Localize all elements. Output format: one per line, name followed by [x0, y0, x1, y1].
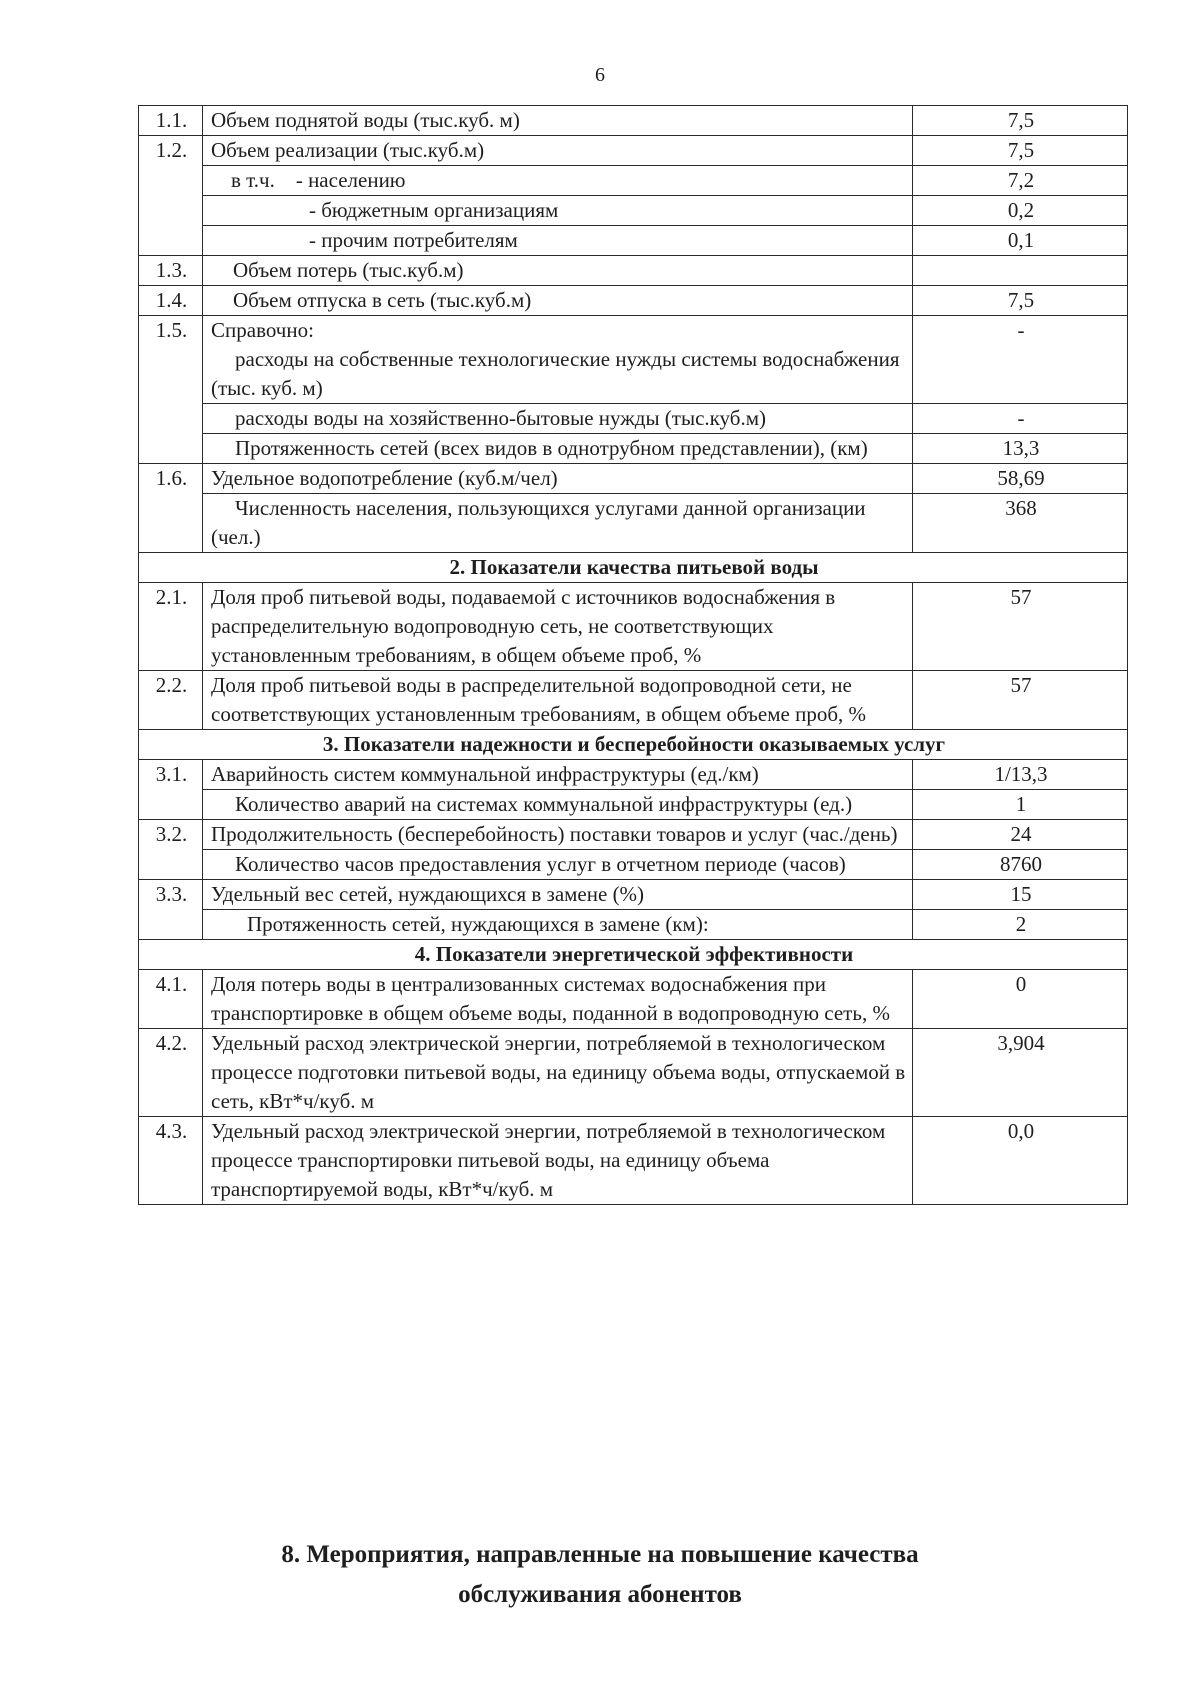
row-number: 4.2. [139, 1029, 203, 1117]
row-value: - [913, 404, 1128, 434]
row-number: 1.4. [139, 286, 203, 316]
table-row [139, 286, 1128, 316]
section-row [139, 940, 1128, 970]
section-title: 4. Показатели энергетической эффективности [139, 940, 1128, 970]
row-number: 3.2. [139, 820, 203, 880]
row-value: 0,0 [913, 1117, 1128, 1205]
row-label [203, 790, 913, 820]
row-value: 1/13,3 [913, 760, 1128, 790]
row-label-text: Количество аварий на системах коммунальной инфраструктуры (ед.) [235, 792, 853, 816]
row-value: 24 [913, 820, 1128, 850]
row-number: 2.2. [139, 671, 203, 730]
table-row [139, 850, 1128, 880]
row-value: 7,2 [913, 166, 1128, 196]
row-label [203, 494, 913, 553]
section-row [139, 730, 1128, 760]
row-number: 1.6. [139, 464, 203, 553]
table-row [139, 790, 1128, 820]
table-row [139, 494, 1128, 553]
page-number: 6 [595, 64, 605, 86]
table-row [139, 434, 1128, 464]
row-label: Удельное водопотребление (куб.м/чел) [203, 464, 913, 494]
row-label: Протяженность сетей, нуждающихся в замене (км): [203, 910, 913, 940]
section-title: 2. Показатели качества питьевой воды [139, 553, 1128, 583]
row-number: 1.3. [139, 256, 203, 286]
row-label: Удельный расход электрической энергии, потребляемой в технологическом процессе транспортировки питьевой воды, на единицу объема транспортируемой воды, кВт*ч/куб. м [203, 1117, 913, 1205]
table-row [139, 671, 1128, 730]
row-label: в т.ч. - населению [203, 166, 913, 196]
table-row [139, 256, 1128, 286]
row-label: Удельный вес сетей, нуждающихся в замене (%) [203, 880, 913, 910]
row-label-text: Количество часов предоставления услуг в отчетном периоде (часов) [235, 852, 846, 876]
row-value: 13,3 [913, 434, 1128, 464]
row-label-text: Численность населения, пользующихся услугами данной организации (чел.) [211, 496, 866, 549]
row-label: Доля проб питьевой воды, подаваемой с источников водоснабжения в распределительную водопроводную сеть, не соответствующих установленным требованиям, в общем объеме проб, % [203, 583, 913, 671]
indicators-table [138, 105, 1128, 1205]
row-value: - [913, 316, 1128, 404]
table-row [139, 106, 1128, 136]
table-row [139, 226, 1128, 256]
table-row [139, 970, 1128, 1029]
row-label [203, 404, 913, 434]
row-value: 57 [913, 671, 1128, 730]
row-value: 2 [913, 910, 1128, 940]
table-row [139, 196, 1128, 226]
table-row [139, 820, 1128, 850]
row-label: - прочим потребителям [203, 226, 913, 256]
table-row [139, 316, 1128, 404]
row-label [203, 850, 913, 880]
row-value: 7,5 [913, 286, 1128, 316]
row-label [203, 434, 913, 464]
row-value [913, 256, 1128, 286]
row-label: Удельный расход электрической энергии, потребляемой в технологическом процессе подготовки питьевой воды, на единицу объема воды, отпускаемой в сеть, кВт*ч/куб. м [203, 1029, 913, 1117]
row-value: 0 [913, 970, 1128, 1029]
section-heading [0, 1535, 1200, 1615]
row-label: Продолжительность (бесперебойность) поставки товаров и услуг (час./день) [203, 820, 913, 850]
row-number: 3.3. [139, 880, 203, 940]
table-row [139, 166, 1128, 196]
row-number: 3.1. [139, 760, 203, 820]
table-row [139, 880, 1128, 910]
table-row [139, 910, 1128, 940]
row-value: 8760 [913, 850, 1128, 880]
row-number: 4.1. [139, 970, 203, 1029]
table-row [139, 404, 1128, 434]
row-number: 2.1. [139, 583, 203, 671]
row-label: Объем потерь (тыс.куб.м) [203, 256, 913, 286]
table-row [139, 1029, 1128, 1117]
section-heading-line2: обслуживания абонентов [458, 1581, 742, 1608]
row-number: 1.5. [139, 316, 203, 464]
row-label: Доля потерь воды в централизованных системах водоснабжения при транспортировке в общем объеме воды, поданной в водопроводную сеть, % [203, 970, 913, 1029]
row-value: 7,5 [913, 106, 1128, 136]
row-label-detail: расходы на собственные технологические нужды системы водоснабжения (тыс. куб. м) [211, 347, 900, 400]
row-label: Доля проб питьевой воды в распределительной водопроводной сети, не соответствующих установленным требованиям, в общем объеме проб, % [203, 671, 913, 730]
row-label-text: расходы воды на хозяйственно-бытовые нужды (тыс.куб.м) [235, 406, 766, 430]
row-value: 15 [913, 880, 1128, 910]
row-number: 1.2. [139, 136, 203, 256]
row-value: 7,5 [913, 136, 1128, 166]
table-row [139, 136, 1128, 166]
table-row [139, 464, 1128, 494]
row-label-text: Протяженность сетей (всех видов в однотрубном представлении), (км) [235, 436, 868, 460]
row-value: 57 [913, 583, 1128, 671]
row-label-intro: Справочно: [211, 318, 314, 342]
row-value: 1 [913, 790, 1128, 820]
row-value: 58,69 [913, 464, 1128, 494]
row-label: Объем отпуска в сеть (тыс.куб.м) [203, 286, 913, 316]
row-value: 368 [913, 494, 1128, 553]
row-number: 1.1. [139, 106, 203, 136]
table-row [139, 760, 1128, 790]
row-value: 0,1 [913, 226, 1128, 256]
row-number: 4.3. [139, 1117, 203, 1205]
section-title: 3. Показатели надежности и бесперебойности оказываемых услуг [139, 730, 1128, 760]
table-row [139, 583, 1128, 671]
row-label: Объем поднятой воды (тыс.куб. м) [203, 106, 913, 136]
section-heading-line1: 8. Мероприятия, направленные на повышение качества [281, 1541, 919, 1568]
row-value: 3,904 [913, 1029, 1128, 1117]
row-label: - бюджетным организациям [203, 196, 913, 226]
section-row [139, 553, 1128, 583]
row-label: Объем реализации (тыс.куб.м) [203, 136, 913, 166]
row-value: 0,2 [913, 196, 1128, 226]
row-label: Аварийность систем коммунальной инфраструктуры (ед./км) [203, 760, 913, 790]
table-row [139, 1117, 1128, 1205]
row-label [203, 316, 913, 404]
